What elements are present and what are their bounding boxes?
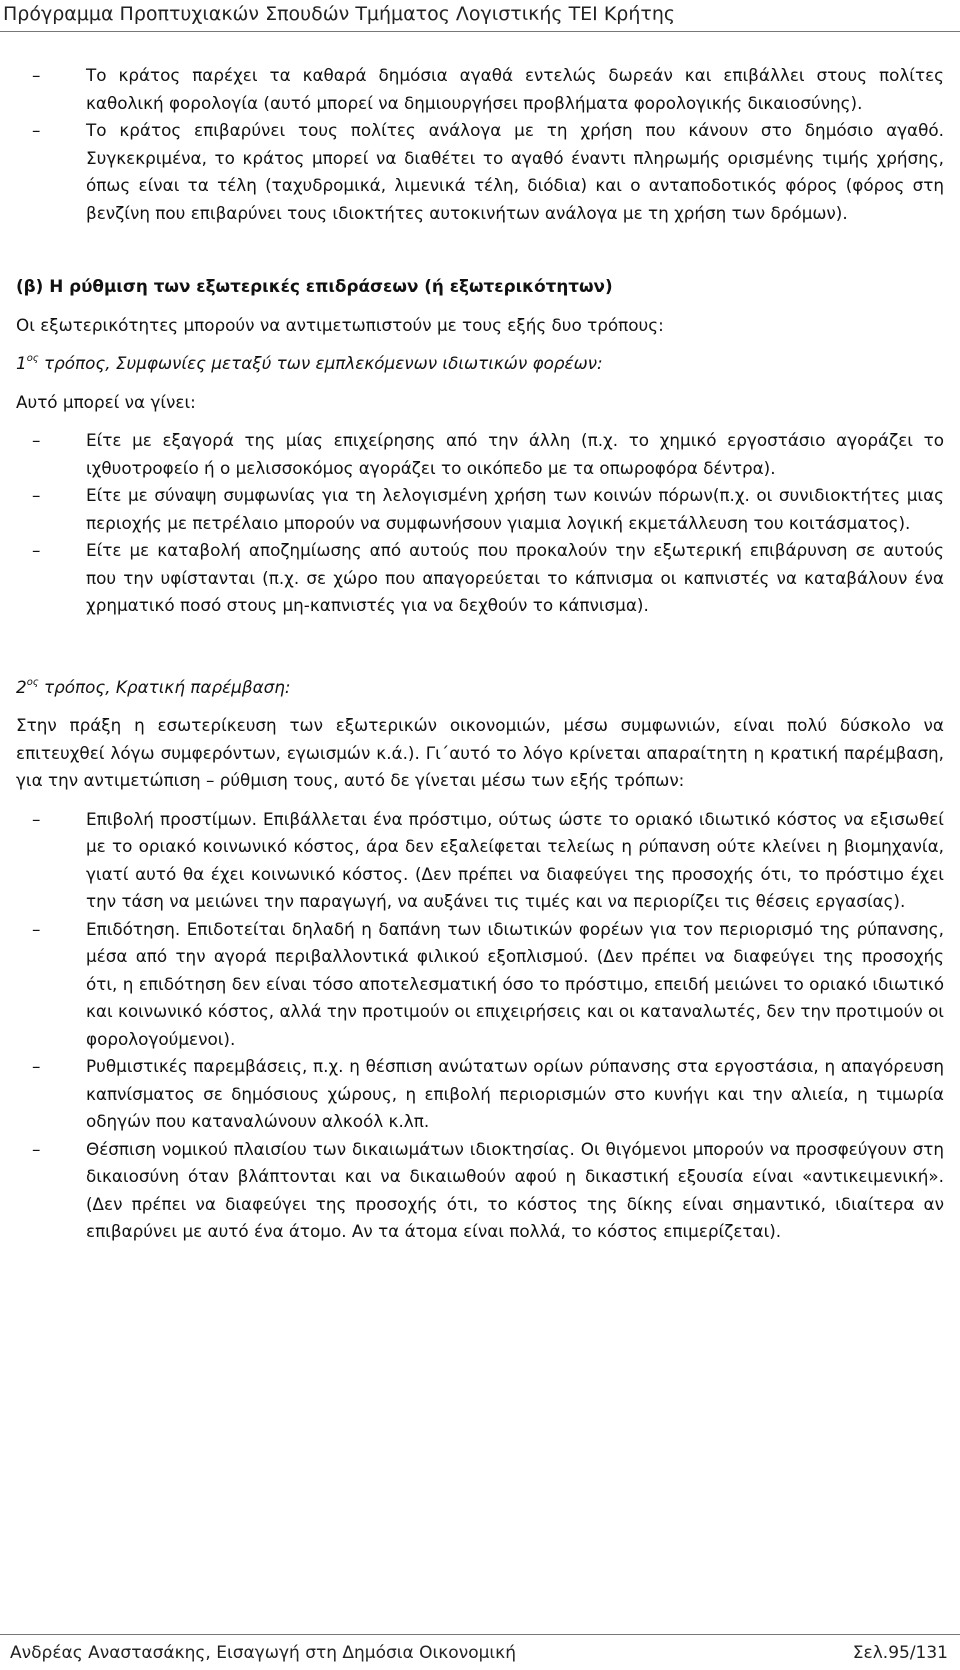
way2-paragraph: Στην πράξη η εσωτερίκευση των εξωτερικών οικονομιών, μέσω συμφωνιών, είναι πολύ δύσκολο να επιτευχθεί λόγω συμφερόντων, εγωισμών κ.ά.). Γι΄αυτό το λόγο κρίνεται απαραίτητη η κρατική παρέμβαση, για την αντιμετώπιση – ρύθμιση τους, αυτό δε γίνεται μέσω των εξής τρόπων: <box>16 715 944 790</box>
list-item <box>16 916 944 1054</box>
bullet-dash: – <box>32 1056 41 1076</box>
page-content <box>16 62 944 1246</box>
bullet-dash: – <box>32 485 41 505</box>
way1-ordinal: ος <box>26 353 39 364</box>
list-item-text: Το κράτος παρέχει τα καθαρά δημόσια αγαθά εντελώς δωρεάν και επιβάλλει στους πολίτες καθολική φορολογία (αυτό μπορεί να δημιουργήσει προβλήματα φορολογικής δικαιοσύνης). <box>86 65 944 113</box>
list-item <box>16 427 944 482</box>
way1-title: τρόπος, Συμφωνίες μεταξύ των εμπλεκόμενων ιδιωτικών φορέων: <box>38 353 603 373</box>
list-item <box>16 1053 944 1136</box>
list-item-text: Είτε με καταβολή αποζημίωσης από αυτούς που προκαλούν την εξωτερική επιβάρυνση σε αυτούς που την υφίστανται (π.χ. σε χώρο που απαγορεύεται το κάπνισμα οι καπνιστές να καταβάλουν ένα χρηματικό ποσό στους μη-καπνιστές για να δεχθούν το κάπνισμα). <box>86 540 944 615</box>
page-header <box>0 0 960 32</box>
list-item <box>16 482 944 537</box>
bullet-dash: – <box>32 120 41 140</box>
list-item-text: Επιβολή προστίμων. Επιβάλλεται ένα πρόστιμο, ούτως ώστε το οριακό ιδιωτικό κόστος να εξισωθεί με το οριακό κοινωνικό κόστος, άρα δεν εξαλείφεται τελείως η ρύπανση ούτε κλείνει η βιομηχανία, γιατί αυτό θα έχει κοινωνικό κόστος. (Δεν πρέπει να διαφεύγει της προσοχής ότι, το πρόστιμο έχει την τάση να μειώνει την παραγωγή, να αυξάνει τις τιμές και να περιορίζει τις θέσεις εργασίας). <box>86 808 944 911</box>
list-item <box>16 806 944 916</box>
section-heading: (β) Η ρύθμιση των εξωτερικές επιδράσεων (ή εξωτερικότητων) <box>16 276 613 296</box>
header-title: Πρόγραμμα Προπτυχιακών Σπουδών Τμήματος Λογιστικής ΤΕΙ Κρήτης <box>3 3 676 25</box>
bullet-dash: – <box>32 540 41 560</box>
way2-ordinal: ος <box>26 676 39 688</box>
list-item-text: Είτε με σύναψη συμφωνίας για τη λελογισμένη χρήση των κοινών πόρων(π.χ. οι συνιδιοκτήτες μιας περιοχής με πετρέλαιο μπορούν να συμφωνήσουν γιαμια λογική εκμετάλλευση του κοιτάσματος). <box>86 485 944 533</box>
page-footer <box>0 1634 960 1670</box>
footer-author: Ανδρέας Αναστασάκης, Εισαγωγή στη Δημόσια Οικονομική <box>10 1643 516 1663</box>
list-item <box>16 117 944 227</box>
way2-number: 2 <box>16 676 27 697</box>
way2-heading <box>16 674 944 702</box>
bullet-dash: – <box>32 808 41 829</box>
bullet-dash: – <box>32 918 41 939</box>
intro-paragraph: Οι εξωτερικότητες μπορούν να αντιμετωπιστούν με τους εξής δυο τρόπους: <box>16 314 664 335</box>
list-item-text: Είτε με εξαγορά της μίας επιχείρησης από την άλλη (π.χ. το χημικό εργοστάσιο αγοράζει το ιχθυοτροφείο ή ο μελισσοκόμος αγοράζει το οικόπεδο με τα οπωροφόρα δέντρα). <box>86 430 944 478</box>
bullet-dash: – <box>32 1138 41 1159</box>
list-item-text: Επιδότηση. Επιδοτείται δηλαδή η δαπάνη των ιδιωτικών φορέων για τον περιορισμό της ρύπανσης, μέσα από την αγορά περιβαλλοντικά φιλικού εξοπλισμού. (Δεν πρέπει να διαφεύγει της προσοχής ότι, η επιδότηση δεν είναι τόσο αποτελεσματική όσο το πρόστιμο, επειδή μειώνει το οριακό ιδιωτικό και κοινωνικό κόστος, αλλά την προτιμούν οι επιχειρήσεις και οι καταναλωτές, δεν την προτιμούν οι φορολογούμενοι). <box>86 918 944 1049</box>
way1-heading <box>16 350 944 378</box>
way1-intro: Αυτό μπορεί να γίνει: <box>16 391 196 412</box>
bullet-dash: – <box>32 65 41 85</box>
page-number: Σελ.95/131 <box>852 1643 948 1663</box>
list-item <box>16 1136 944 1246</box>
list-item-text: Ρυθμιστικές παρεμβάσεις, π.χ. η θέσπιση ανώτατων ορίων ρύπανσης στα εργοστάσια, η απαγόρευση καπνίσματος σε δημόσιους χώρους, η επιβολή περιορισμών στο κυνήγι και την αλιεία, η τιμωρία οδηγών που καταναλώνουν αλκοόλ κ.λπ. <box>86 1056 944 1131</box>
list-item-text: Το κράτος επιβαρύνει τους πολίτες ανάλογα με τη χρήση που κάνουν στο δημόσιο αγαθό. Συγκεκριμένα, το κράτος μπορεί να διαθέτει το αγαθό έναντι πληρωμής ορισμένης τιμής χρήσης, όπως είναι τα τέλη (ταχυδρομικά, λιμενικά τέλη, διόδια) και ο ανταποδοτικός φόρος (φόρος στη βενζίνη που επιβαρύνει τους ιδιοκτήτες αυτοκινήτων ανάλογα με τη χρήση των δρόμων). <box>86 120 944 223</box>
way2-title: τρόπος, Κρατική παρέμβαση: <box>38 676 291 697</box>
bullet-dash: – <box>32 430 41 450</box>
list-item <box>16 62 944 117</box>
way1-number: 1 <box>16 353 27 373</box>
list-item-text: Θέσπιση νομικού πλαισίου των δικαιωμάτων ιδιοκτησίας. Οι θιγόμενοι μπορούν να προσφεύγουν στη δικαιοσύνη όταν βλάπτονται και να δικαιωθούν αφού η δικαστική εξουσία είναι «αντικειμενική». (Δεν πρέπει να διαφεύγει της προσοχής ότι, το κόστος της δίκης είναι σημαντικό, ιδιαίτερα αν επιβαρύνει με αυτό ένα άτομο. Αν τα άτομα είναι πολλά, το κόστος επιμερίζεται). <box>86 1138 944 1241</box>
list-item <box>16 537 944 620</box>
